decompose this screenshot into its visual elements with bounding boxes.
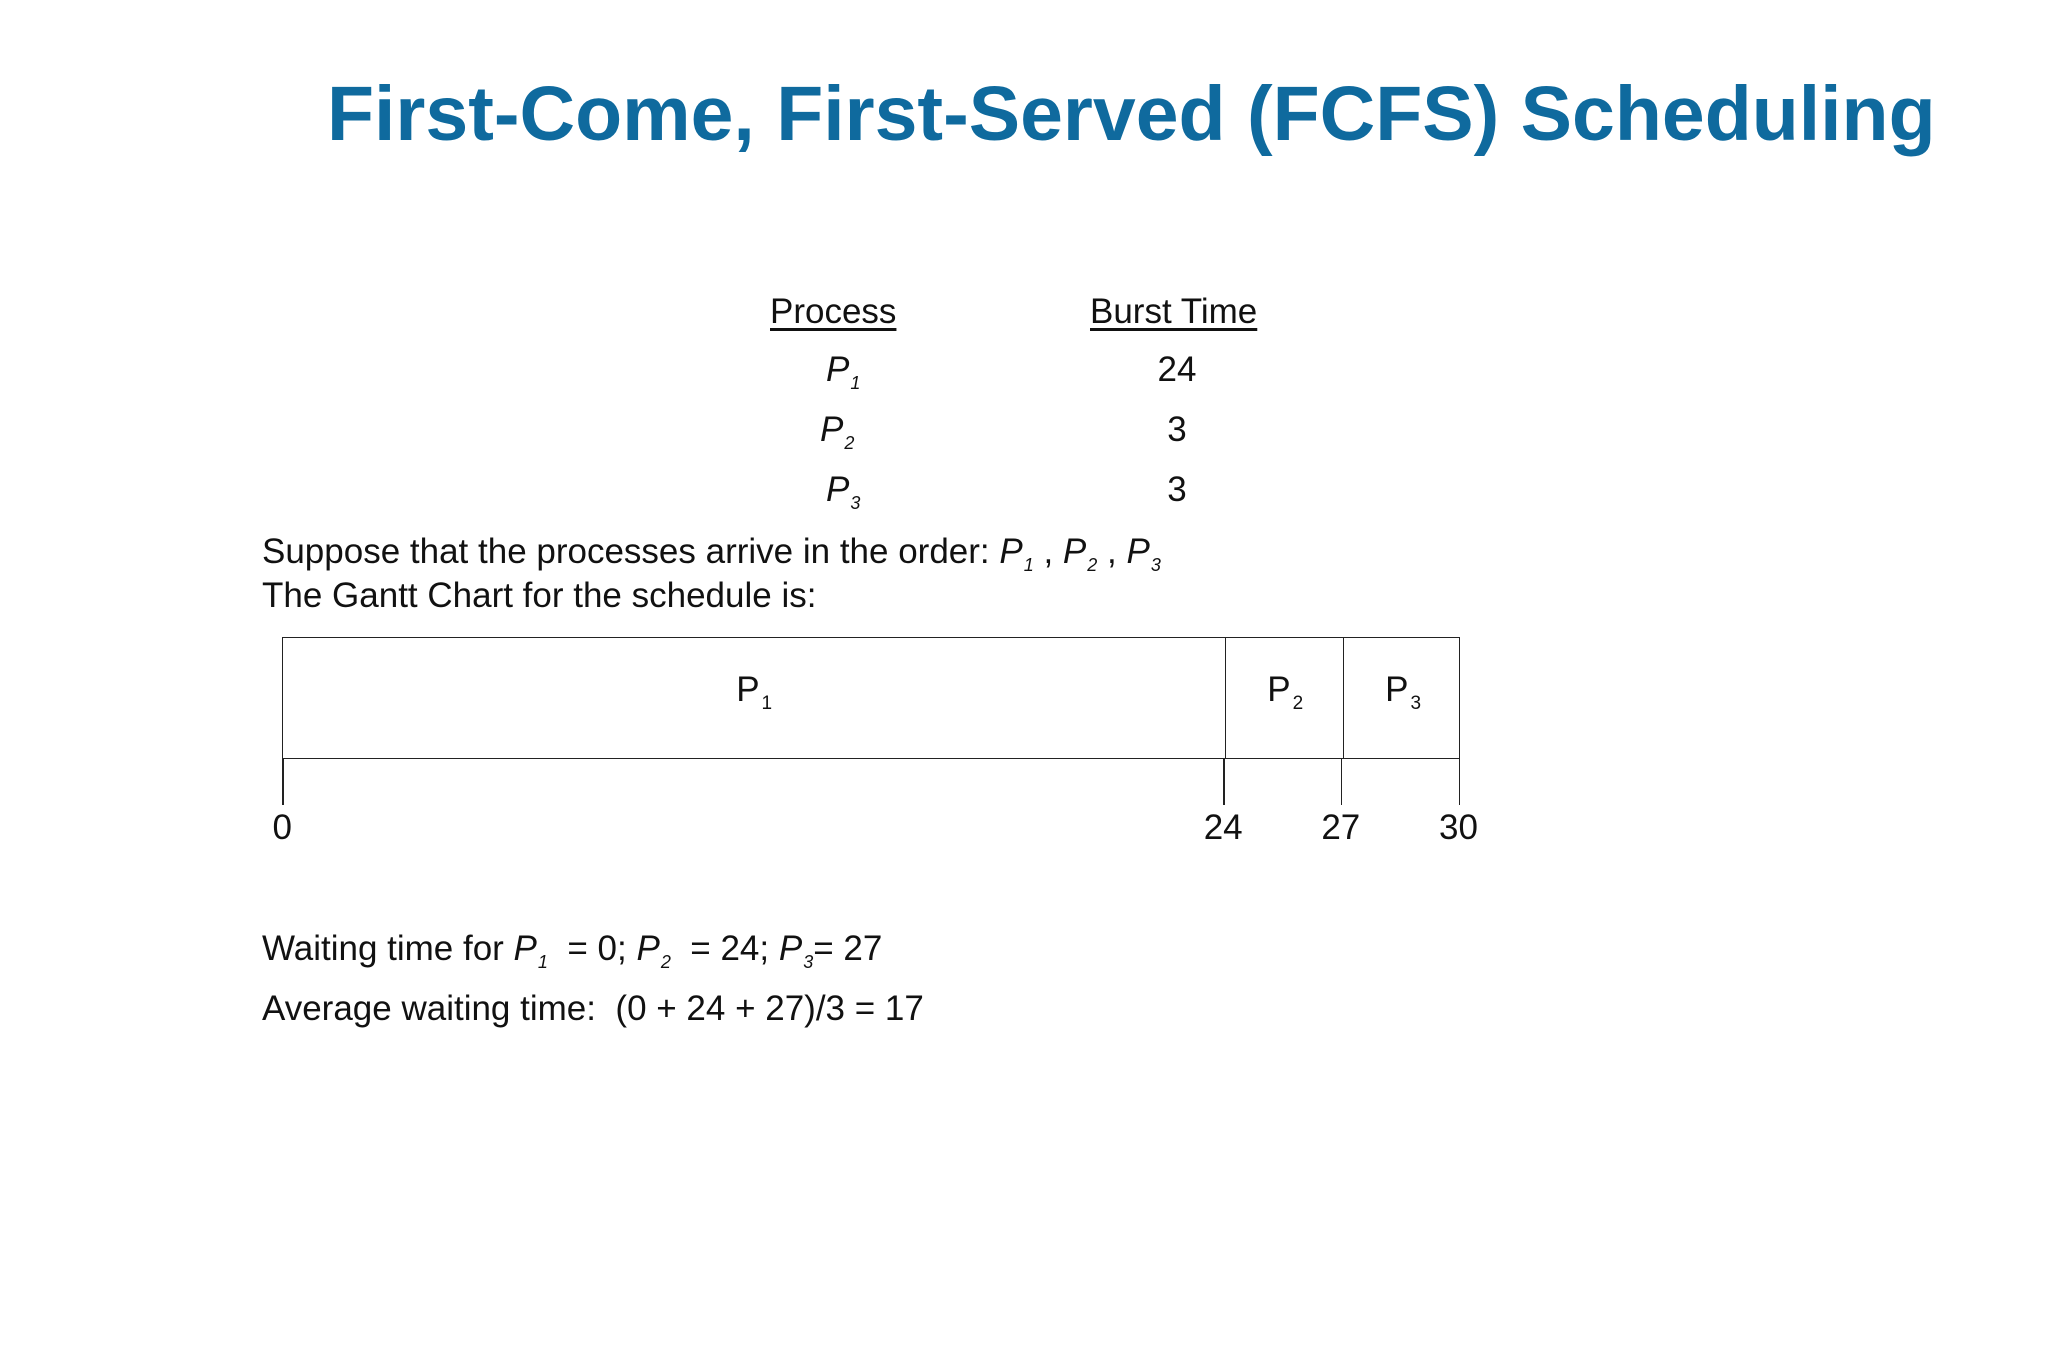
gantt-block-p3 [1343,638,1461,758]
process-name: P [826,470,850,509]
process-subscript: 1 [1023,555,1034,575]
waiting-value-p1: = 0; [547,929,637,968]
process-name: P [1385,670,1409,709]
process-name: P [636,929,660,968]
waiting-p3 [778,929,814,972]
gantt-tick [1459,759,1461,805]
process-name: P [736,670,760,709]
process-subscript: 3 [850,493,861,513]
process-subscript: 1 [850,373,861,393]
gantt-tick [1341,759,1343,805]
gantt-block-label [736,670,772,715]
slide-title: First-Come, First-Served (FCFS) Scheduling [327,71,1936,157]
process-subscript: 2 [1087,555,1098,575]
arrival-prefix: Suppose that the processes arrive in the order: [262,532,1000,571]
waiting-p2 [636,929,671,972]
process-name: P [826,350,850,389]
arrival-p1 [999,532,1034,575]
burst-p2: 3 [1167,410,1187,449]
process-name: P [513,929,537,968]
process-name: P [778,929,803,968]
gantt-block-label [1385,670,1421,715]
process-name: P [1267,670,1291,709]
gantt-chart [282,637,1460,759]
gantt-tick-label: 27 [1321,808,1361,847]
arrival-p2 [1062,532,1098,575]
process-name: P [999,532,1023,571]
gantt-block-label [1267,670,1303,715]
process-name: P [1126,532,1150,571]
process-subscript: 2 [1292,693,1304,714]
gantt-tick-label: 24 [1203,808,1243,847]
process-subscript: 2 [660,952,671,972]
waiting-value-p3: = 27 [813,929,883,968]
gantt-intro-text: The Gantt Chart for the schedule is: [262,576,817,615]
process-subscript: 2 [844,433,855,453]
gantt-tick-label: 0 [272,808,292,847]
waiting-prefix: Waiting time for [262,929,514,968]
gantt-tick [1223,759,1225,805]
gantt-block-p2 [1225,638,1343,758]
separator: , [1033,532,1063,571]
process-subscript: 1 [537,952,548,972]
burst-p1: 24 [1157,350,1197,389]
process-p3 [826,470,860,514]
process-name: P [820,410,844,449]
burst-p3: 3 [1167,470,1187,509]
process-subscript: 1 [761,693,773,714]
process-p2 [820,410,854,454]
process-column-header: Process [770,292,897,331]
gantt-tick-label: 30 [1439,808,1478,847]
arrival-order-text [262,532,1161,576]
average-waiting-time-text: Average waiting time: (0 + 24 + 27)/3 = 17 [262,989,924,1028]
process-subscript: 3 [1150,555,1161,575]
process-subscript: 3 [803,952,814,972]
gantt-block-p1 [283,638,1225,758]
waiting-p1 [513,929,548,972]
separator: , [1097,532,1127,571]
waiting-time-text [262,929,882,973]
gantt-tick [282,759,284,805]
arrival-p3 [1126,532,1161,575]
waiting-value-p2: = 24; [670,929,779,968]
process-p1 [826,350,860,394]
process-name: P [1062,532,1087,571]
process-subscript: 3 [1410,693,1422,714]
burst-time-column-header: Burst Time [1090,292,1258,331]
